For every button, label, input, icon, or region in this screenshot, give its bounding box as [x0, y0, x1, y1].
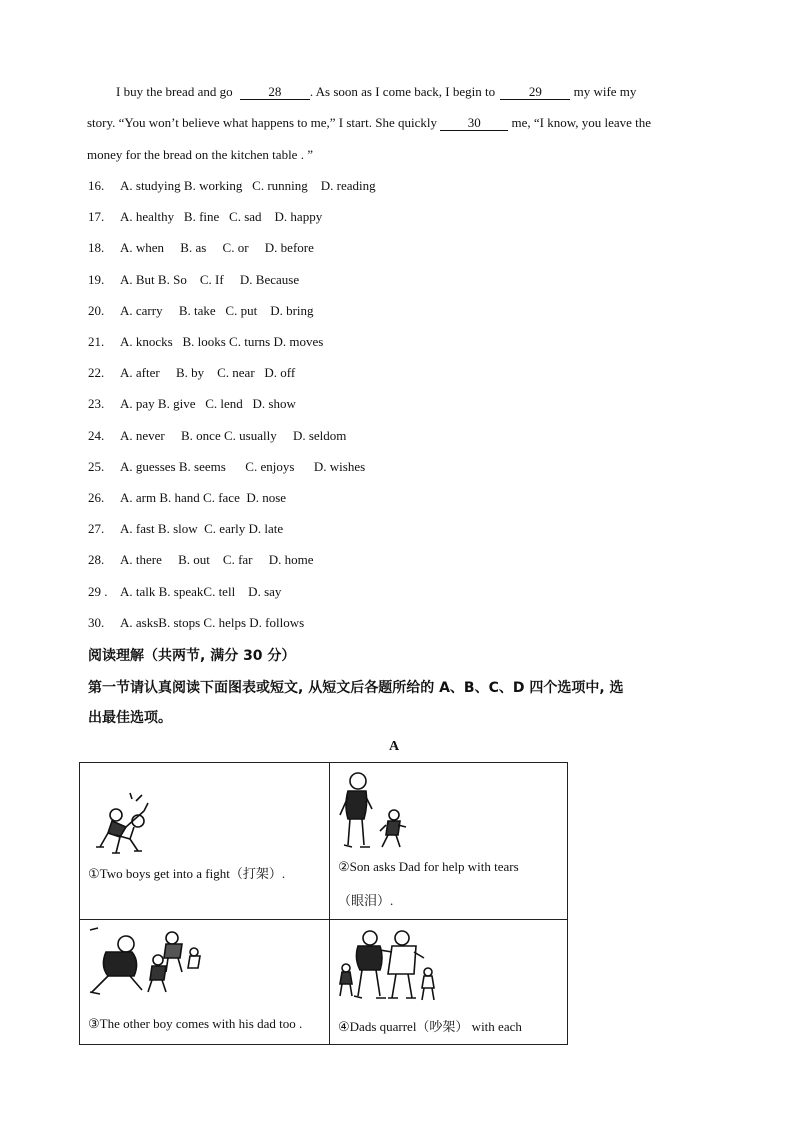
question-row: [88, 334, 323, 350]
question-options: A. asksB. stops C. helps D. follows: [120, 614, 305, 630]
question-row: [88, 272, 299, 288]
question-options: A. carry B. take C. put D. bring: [120, 302, 314, 318]
question-options: A. studying B. working C. running D. reading: [120, 178, 376, 193]
question-row: [88, 240, 314, 256]
blank-29: 29: [500, 85, 570, 100]
passage-line-1: [116, 84, 636, 100]
comic-panel-4: [330, 920, 568, 1045]
passage-line-3: money for the bread on the kitchen table . ”: [87, 147, 313, 162]
question-number: 27.: [88, 521, 105, 537]
panel-3-caption: ③The other boy comes with his dad too .: [88, 1016, 303, 1031]
question-row: [88, 178, 376, 194]
question-row: [88, 615, 304, 631]
passage-text: me, “I know, you leave the: [511, 115, 652, 130]
question-number: 29 .: [88, 583, 108, 599]
question-row: [88, 521, 283, 537]
question-options: A. there B. out C. far D. home: [120, 552, 314, 568]
reading-instruction-line-1: 第一节请认真阅读下面图表或短文, 从短文后各题所给的 A、B、C、D 四个选项中, 选: [88, 680, 624, 696]
panel-1-caption: ①Two boys get into a fight（打架）.: [88, 866, 286, 881]
passage-text: I buy the bread and go: [116, 84, 233, 99]
question-options: A. But B. So C. If D. Because: [120, 271, 300, 287]
dads-quarrel-illustration: [336, 928, 446, 1004]
comic-panel-3: [80, 920, 330, 1045]
question-number: 21.: [88, 334, 105, 349]
question-number: 24.: [88, 427, 105, 443]
question-options: A. when B. as C. or D. before: [120, 240, 314, 256]
question-number: 18.: [88, 240, 105, 256]
question-options: A. knocks B. looks C. turns D. moves: [120, 334, 324, 349]
question-number: 20.: [88, 302, 105, 318]
question-row: [88, 365, 295, 381]
question-row: [88, 396, 296, 412]
question-options: A. healthy B. fine C. sad D. happy: [120, 209, 323, 225]
question-row: [88, 490, 286, 506]
passage-text: . As soon as I come back, I begin to: [309, 84, 496, 99]
question-number: 26.: [88, 490, 105, 505]
question-number: 19.: [88, 271, 105, 287]
reading-instruction-line-2: 出最佳选项。: [88, 710, 172, 726]
question-options: A. arm B. hand C. face D. nose: [120, 490, 287, 505]
question-options: A. talk B. speakC. tell D. say: [120, 583, 282, 599]
question-row: [88, 552, 314, 568]
passage-text: my wife my: [573, 84, 637, 99]
question-options: A. fast B. slow C. early D. late: [120, 521, 284, 537]
question-row: [88, 584, 281, 600]
question-number: 23.: [88, 396, 105, 412]
question-number: 17.: [88, 209, 105, 225]
question-row: [88, 459, 365, 475]
question-options: A. after B. by C. near D. off: [120, 365, 296, 381]
question-options: A. pay B. give C. lend D. show: [120, 396, 296, 412]
panel-2-caption-line-2: （眼泪）.: [338, 893, 394, 908]
panel-4-caption: ④Dads quarrel（吵架） with each: [338, 1019, 522, 1034]
question-number: 22.: [88, 365, 105, 381]
blank-28: 28: [240, 85, 310, 100]
fighting-boys-illustration: [86, 791, 166, 861]
passage-line-2: [87, 115, 651, 131]
question-row: [88, 209, 322, 225]
question-number: 25.: [88, 458, 105, 474]
dad-and-son-illustration: [336, 769, 416, 855]
question-number: 28.: [88, 552, 105, 568]
comic-panel-2: [330, 763, 568, 920]
question-number: 16.: [88, 178, 105, 193]
comic-table: [79, 762, 568, 1045]
question-options: A. never B. once C. usually D. seldom: [120, 427, 347, 443]
panel-2-caption-line-1: ②Son asks Dad for help with tears: [338, 859, 519, 874]
reading-heading: 阅读理解（共两节, 满分 30 分）: [88, 648, 296, 664]
other-boy-and-dad-illustration: [86, 926, 206, 998]
question-number: 30.: [88, 614, 105, 630]
passage-text: story. “You won’t believe what happens to me,” I start. She quickly: [87, 115, 437, 130]
question-row: [88, 428, 346, 444]
question-options: A. guesses B. seems C. enjoys D. wishes: [120, 458, 366, 474]
comic-panel-1: [80, 763, 330, 920]
question-row: [88, 303, 314, 319]
section-title: A: [389, 739, 400, 754]
blank-30: 30: [440, 116, 508, 131]
